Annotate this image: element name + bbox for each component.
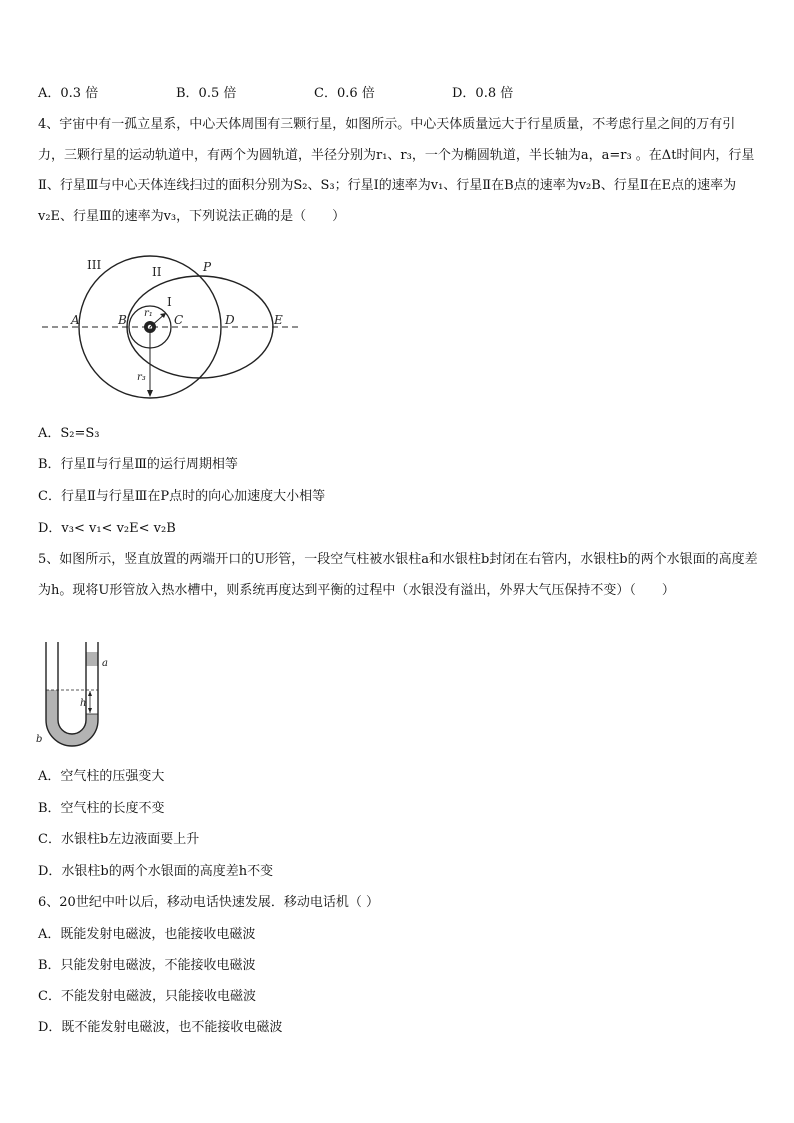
q3-option-a: A．0.3 倍 bbox=[38, 86, 99, 101]
q6-option-a: A．既能发射电磁波，也能接收电磁波 bbox=[38, 927, 256, 942]
label-a: a bbox=[102, 658, 108, 669]
q4-orbit-figure bbox=[40, 250, 310, 410]
q3-options-row bbox=[38, 82, 758, 100]
q5-option-d: D．水银柱b的两个水银面的高度差h不变 bbox=[38, 864, 274, 879]
q6-option-b: B．只能发射电磁波，不能接收电磁波 bbox=[38, 958, 256, 973]
q4-stem: 4、宇宙中有一孤立星系，中心天体周围有三颗行星，如图所示。中心天体质量远大于行星质量，不考虑行星之间的万有引力，三颗行星的运动轨道中，有两个为圆轨道，半径分别为r₁、r₃，一个为椭圆轨道，半长轴为a，a=r₃ 。在Δt时间内，行星Ⅱ、行星Ⅲ与中心天体连线扫过的面积分别为S₂、S₃；行星Ⅰ的速率为v₁、行星Ⅱ在B点的速率为v₂B、行星Ⅱ在E点的速率为v₂E、行星Ⅲ的速率为v₃，下列说法正确的是（ ） bbox=[38, 117, 755, 224]
u-tube-inner bbox=[58, 642, 86, 734]
q5-option-c: C．水银柱b左边液面要上升 bbox=[38, 832, 200, 847]
label-b: b bbox=[36, 734, 43, 745]
q6-option-c: C．不能发射电磁波，只能接收电磁波 bbox=[38, 989, 256, 1004]
label-r1: r₁ bbox=[144, 308, 153, 319]
label-B: B bbox=[118, 313, 127, 327]
label-P: P bbox=[203, 260, 212, 274]
mercury-a bbox=[86, 652, 98, 666]
q3-option-c: C．0.6 倍 bbox=[314, 86, 375, 101]
q5-u-tube-figure bbox=[34, 640, 124, 760]
label-h: h bbox=[80, 698, 87, 709]
label-D: D bbox=[225, 313, 235, 327]
q5-stem: 5、如图所示，竖直放置的两端开口的U形管，一段空气柱被水银柱a和水银柱b封闭在右管内，水银柱b的两个水银面的高度差为h。现将U形管放入热水槽中，则系统再度达到平衡的过程中（水银没有溢出，外界大气压保持不变）（ ） bbox=[38, 552, 758, 598]
label-C: C bbox=[174, 313, 184, 327]
q6-option-d: D．既不能发射电磁波，也不能接收电磁波 bbox=[38, 1020, 283, 1035]
q5-option-a: A．空气柱的压强变大 bbox=[38, 769, 165, 784]
label-II: II bbox=[152, 265, 162, 279]
q6-stem: 6、20世纪中叶以后，移动电话快速发展．移动电话机（ ） bbox=[38, 895, 379, 910]
q4-option-d: D．v₃< v₁< v₂E< v₂B bbox=[38, 521, 176, 536]
q4-option-c: C．行星Ⅱ与行星Ⅲ在P点时的向心加速度大小相等 bbox=[38, 489, 326, 504]
q4-option-a: A．S₂=S₃ bbox=[38, 426, 100, 441]
label-I: I bbox=[167, 295, 172, 309]
q5-option-b: B．空气柱的长度不变 bbox=[38, 801, 165, 816]
label-III: III bbox=[87, 258, 102, 272]
q3-option-d: D．0.8 倍 bbox=[452, 86, 514, 101]
label-A: A bbox=[71, 313, 80, 327]
q4-option-b: B．行星Ⅱ与行星Ⅲ的运行周期相等 bbox=[38, 457, 238, 472]
label-E: E bbox=[274, 313, 283, 327]
q3-option-b: B．0.5 倍 bbox=[176, 86, 237, 101]
label-r3: r₃ bbox=[137, 372, 146, 383]
